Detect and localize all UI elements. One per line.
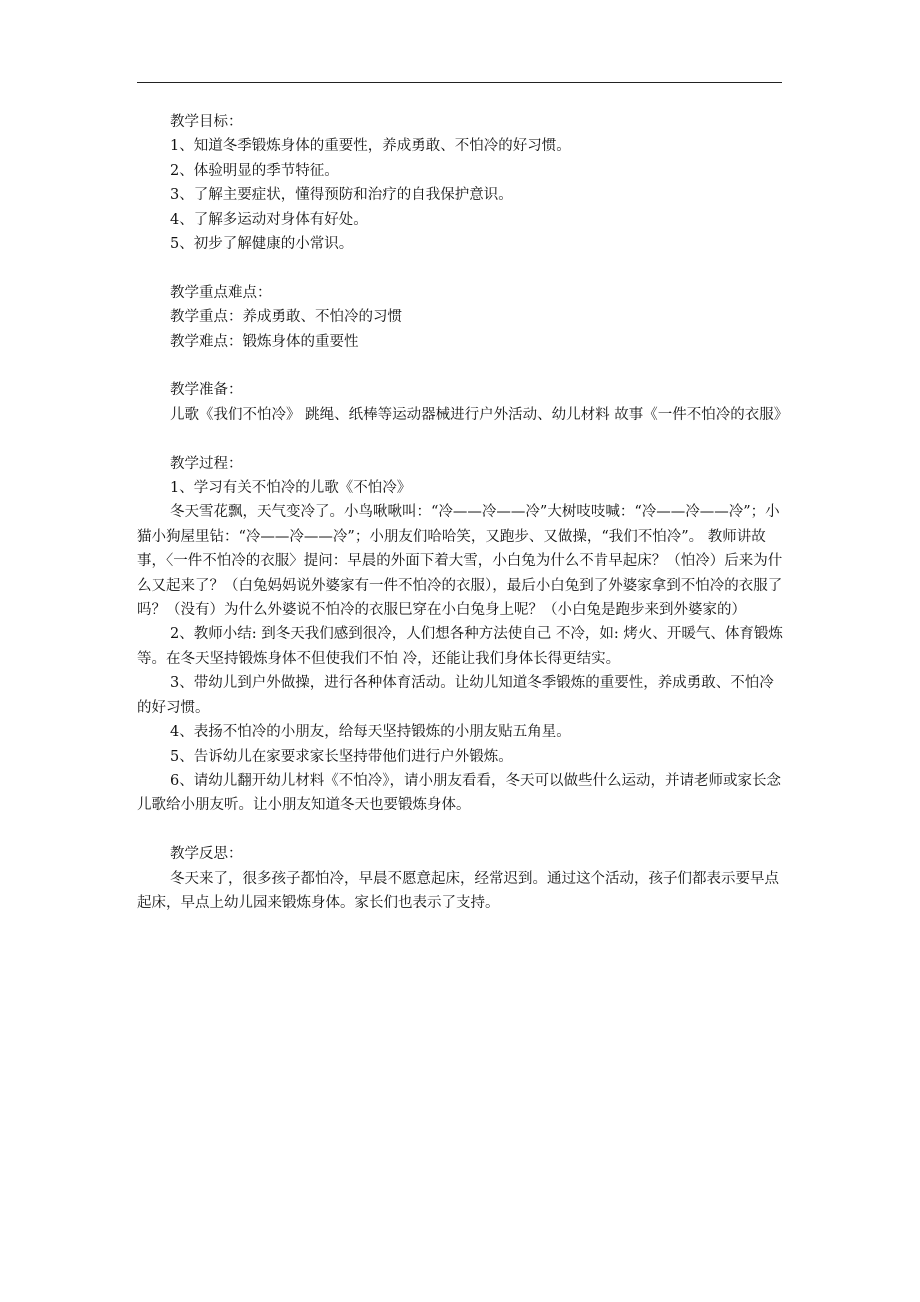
- preparation-text: 儿歌《我们不怕冷》 跳绳、纸棒等运动器械进行户外活动、幼儿材料 故事《一件不怕冷的衣服》: [170, 406, 789, 423]
- key-point-item: 教学重点：养成勇敢、不怕冷的习惯: [170, 309, 402, 326]
- header-rule: [137, 82, 782, 83]
- process-step-title: 1、学习有关不怕冷的儿歌《不怕冷》: [170, 480, 412, 497]
- goal-item: 2、体验明显的季节特征。: [170, 162, 339, 179]
- reflection-heading: 教学反思：: [170, 846, 243, 863]
- section-key-points: [137, 281, 787, 354]
- process-step: 2、教师小结: 到冬天我们感到很冷，人们想各种方法使自己 不冷，如: 烤火、开暖气、体育锻炼等。在冬天坚持锻炼身体不但使我们不怕 冷，还能让我们身体长得更结实。: [137, 626, 783, 667]
- lesson-plan-body: [137, 110, 787, 915]
- goal-item: 5、初步了解健康的小常识。: [170, 236, 354, 253]
- reflection-text: 冬天来了，很多孩子都怕冷，早晨不愿意起床，经常迟到。通过这个活动，孩子们都表示要早点起床，早点上幼儿园来锻炼身体。家长们也表示了支持。: [137, 870, 779, 911]
- section-reflection: [137, 842, 787, 915]
- section-process: [137, 452, 787, 818]
- goal-item: 1、知道冬季锻炼身体的重要性，养成勇敢、不怕冷的好习惯。: [170, 138, 571, 155]
- key-point-item: 教学难点：锻炼身体的重要性: [170, 333, 359, 350]
- section-preparation: [137, 378, 787, 427]
- process-step: 4、表扬不怕冷的小朋友，给每天坚持锻炼的小朋友贴五角星。: [170, 724, 571, 741]
- spacer: [137, 256, 787, 280]
- goal-item: 3、了解主要症状，懂得预防和治疗的自我保护意识。: [170, 187, 513, 204]
- goals-heading: 教学目标：: [170, 114, 243, 130]
- key-points-heading: 教学重点难点：: [170, 284, 272, 301]
- process-step: 5、告诉幼儿在家要求家长坚持带他们进行户外锻炼。: [170, 748, 513, 765]
- goal-item: 4、了解多运动对身体有好处。: [170, 211, 368, 228]
- spacer: [137, 427, 787, 451]
- process-step: 3、带幼儿到户外做操，进行各种体育活动。让幼儿知道冬季锻炼的重要性，养成勇敢、不怕冷的好习惯。: [137, 675, 774, 716]
- process-step: 6、请幼儿翻开幼儿材料《不怕冷》，请小朋友看看，冬天可以做些什么运动，并请老师或家长念儿歌给小朋友听。让小朋友知道冬天也要锻炼身体。: [137, 772, 781, 814]
- process-step-text: 冬天雪花飘，天气变冷了。小鸟啾啾叫：“冷——冷——冷”大树吱吱喊：“冷——冷——冷”；小猫小狗屋里钻：“冷——冷——冷”；小朋友们哈哈笑，又跑步、又做操，“我们不怕冷”。 教师讲故事，〈一件不怕冷的衣服〉提问：早晨的外面下着大雪，小白兔为什么不肯早起床？（怕冷）后来为什么又起来了？（白兔妈妈说外婆家有一件不怕冷的衣服），最后小白兔到了外婆家拿到不怕冷的衣服了吗？（没有）为什么外婆说不怕冷的衣服巳穿在小白兔身上呢？（小白兔是跑步来到外婆家的）: [137, 504, 783, 619]
- section-goals: [137, 110, 787, 256]
- preparation-heading: 教学准备：: [170, 382, 243, 399]
- process-heading: 教学过程：: [170, 455, 243, 472]
- spacer: [137, 818, 787, 842]
- spacer: [137, 354, 787, 378]
